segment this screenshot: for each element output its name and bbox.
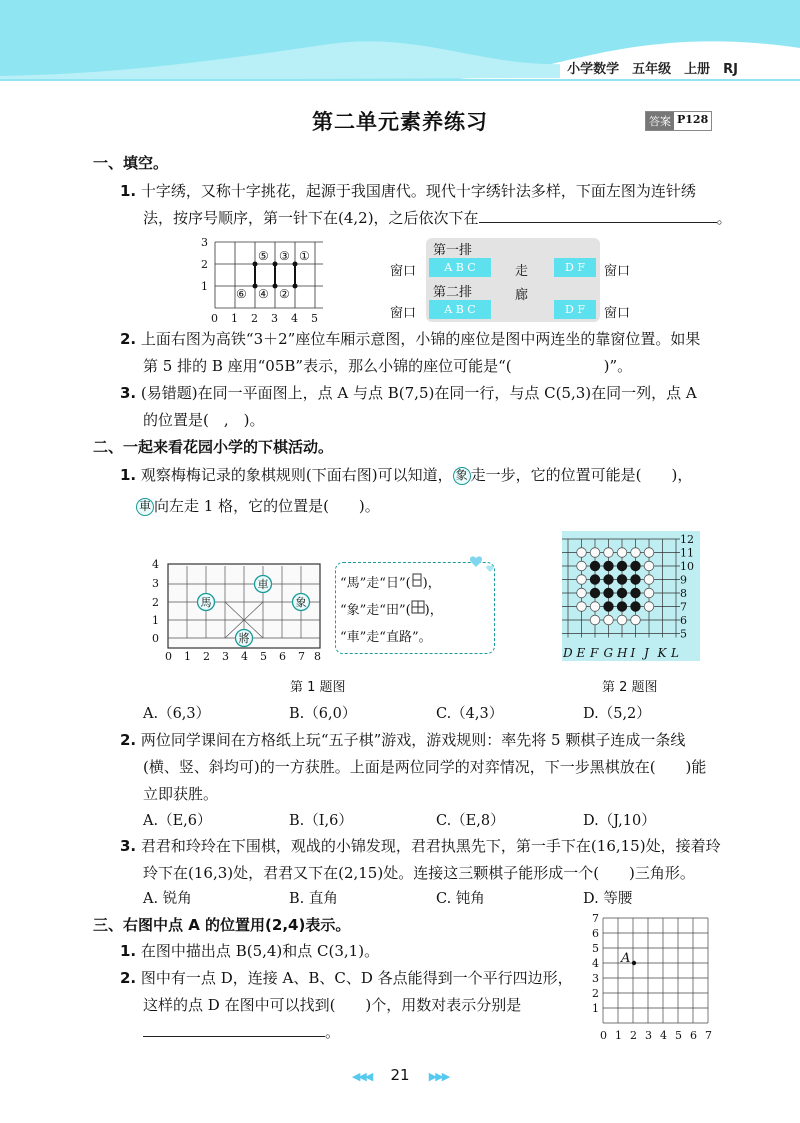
grid-xtick: 7 <box>705 1029 712 1042</box>
rule-close: )， <box>422 576 441 591</box>
go-ytick: 10 <box>680 560 694 573</box>
option-c[interactable]: C. 钝角 <box>436 891 485 907</box>
chess-ytick: 4 <box>152 558 159 571</box>
white-stone <box>577 575 587 585</box>
go-xtick: I <box>630 646 636 660</box>
s2-q3-line2: 玲下在(16,3)处，君君又下在(2,15)处。连接这三颗棋子能形成一个( )三角形。 <box>143 864 695 882</box>
tian-shape-icon <box>411 600 425 614</box>
go-ytick: 11 <box>680 546 694 560</box>
grid-xtick: 3 <box>645 1029 652 1042</box>
black-stone <box>630 601 640 611</box>
s3-q2-line2: 这样的点 D 在图中可以找到( )个，用数对表示分别是 <box>143 996 522 1014</box>
chess-xtick: 6 <box>279 650 286 663</box>
white-stone <box>604 615 614 625</box>
black-stone <box>603 588 613 598</box>
stitch-xtick: 1 <box>231 312 238 325</box>
next-arrows-icon: ▶▶▶ <box>428 1070 449 1083</box>
white-stone <box>577 602 587 612</box>
option-a[interactable]: A.（6,3） <box>143 706 211 722</box>
s3-q2-end: 。 <box>325 1023 341 1041</box>
grid-ytick: 3 <box>592 972 599 985</box>
s1-q1-text2: 法，按序号顺序，第一针下在(4,2)，之后依次下在 <box>143 209 479 227</box>
q-number: 2. <box>120 969 137 987</box>
seat-block-abc: A B C <box>429 300 491 319</box>
s2-q3-line1 <box>120 833 721 860</box>
option-c[interactable]: C.（E,8） <box>436 813 505 829</box>
seat-block-abc: A B C <box>429 258 491 277</box>
black-stone <box>617 574 627 584</box>
window-label: 窗口 <box>604 306 631 321</box>
go-xtick: J <box>644 646 649 660</box>
s1-q3-line2: 的位置是( , )。 <box>143 411 265 429</box>
white-stone <box>590 548 600 558</box>
s2-q2-text1: 两位同学课间在方格纸上玩“五子棋”游戏，游戏规则：率先将 5 颗棋子连成一条线 <box>140 731 686 749</box>
window-label: 窗口 <box>390 306 417 321</box>
grid-xtick: 0 <box>600 1029 607 1042</box>
stitch-mark: ④ <box>258 287 269 301</box>
option-d[interactable]: D. 等腰 <box>583 891 633 907</box>
s3-q2-line3 <box>143 1019 340 1046</box>
stitch-xtick: 3 <box>271 312 278 325</box>
page-footer <box>0 1066 800 1084</box>
option-a[interactable]: A.（E,6） <box>143 813 212 829</box>
go-xtick: D <box>563 646 573 660</box>
s2-q2-line2: (横、竖、斜均可)的一方获胜。上面是两位同学的对弈情况，下一步黑棋放在( )能 <box>143 758 707 776</box>
aisle-label: 走 <box>515 264 529 279</box>
chess-xtick: 7 <box>298 650 305 663</box>
black-stone <box>603 574 613 584</box>
stitch-ytick: 3 <box>201 236 208 249</box>
s1-q3-line1 <box>120 380 697 407</box>
stitch-xtick: 0 <box>211 312 218 325</box>
chess-ytick: 2 <box>152 596 159 609</box>
white-stone <box>644 561 654 571</box>
stitch-mark: ② <box>279 287 290 301</box>
go-ytick: 6 <box>680 614 687 627</box>
s1-q2-end: )”。 <box>603 357 633 375</box>
chess-xtick: 5 <box>260 650 267 663</box>
s2-q2-line3: 立即获胜。 <box>143 785 219 803</box>
black-stone <box>590 561 600 571</box>
heart-decoration-icon <box>468 554 498 580</box>
s2-q1-line2 <box>136 493 380 520</box>
stitch-xtick: 5 <box>311 312 318 325</box>
go-xtick: L <box>671 646 679 660</box>
s3-q2-text1: 图中有一点 D，连接 A、B、C、D 各点能得到一个平行四边形， <box>140 969 573 987</box>
rule-ma <box>340 570 443 597</box>
point-a-label: A <box>621 951 631 966</box>
black-stone <box>630 588 640 598</box>
coordinate-grid-figure <box>588 913 718 1045</box>
go-xtick: H <box>617 646 628 660</box>
s2-q2-line1 <box>120 727 685 754</box>
white-stone <box>644 575 654 585</box>
q-number: 1. <box>120 466 137 484</box>
q-number: 1. <box>120 182 137 200</box>
che-piece-icon: 車 <box>136 498 154 516</box>
chess-rules-text <box>340 570 443 651</box>
option-b[interactable]: B.（6,0） <box>289 706 357 722</box>
grid-xtick: 1 <box>615 1029 622 1042</box>
s1-q1-end: 。 <box>716 209 732 227</box>
chess-xtick: 2 <box>203 650 210 663</box>
s1-q2-line1 <box>120 326 700 353</box>
black-stone <box>630 574 640 584</box>
white-stone <box>644 548 654 558</box>
stitch-xtick: 2 <box>251 312 258 325</box>
go-xtick: K <box>657 646 667 660</box>
s2-q3-text1: 君君和玲玲在下围棋，观战的小锦发现，君君执黑先下，第一手下在(16,15)处，接着玲 <box>140 837 721 855</box>
s1-q1-text1: 十字绣，又称十字挑花，起源于我国唐代。现代十字绣针法多样，下面左图为连针绣 <box>140 182 696 200</box>
grid-xtick: 5 <box>675 1029 682 1042</box>
option-d[interactable]: D.（J,10） <box>583 813 656 829</box>
fig1-caption: 第 1 题图 <box>290 680 346 695</box>
grid-xtick: 2 <box>630 1029 637 1042</box>
section2-heading: 二、一起来看花园小学的下棋活动。 <box>93 438 334 456</box>
gomoku-board-figure <box>562 531 700 661</box>
rule-xiang-text: “象”走“田”( <box>340 603 411 618</box>
go-xtick: F <box>590 646 599 660</box>
section1-heading: 一、填空。 <box>93 154 169 172</box>
chess-piece-ma: 馬 <box>200 596 212 609</box>
option-b[interactable]: B. 直角 <box>289 891 338 907</box>
grid-xtick: 4 <box>660 1029 667 1042</box>
chess-board-figure <box>148 556 328 664</box>
chess-ytick: 0 <box>152 632 159 645</box>
fig2-caption: 第 2 题图 <box>602 680 658 695</box>
s1-q1-line2 <box>143 205 732 232</box>
stitch-ytick: 1 <box>201 280 208 293</box>
black-stone <box>590 588 600 598</box>
s1-q2-text1: 上面右图为高铁“3＋2”座位车厢示意图，小锦的座位是图中两连坐的靠窗位置。如果 <box>140 330 701 348</box>
answer-page: P128 <box>677 113 709 126</box>
chess-ytick: 3 <box>152 577 159 590</box>
answer-blank[interactable] <box>479 209 717 223</box>
s1-q2-line2 <box>143 353 632 380</box>
answer-label: 答案 <box>646 112 674 130</box>
rule-close: )， <box>424 603 443 618</box>
page-number: 21 <box>390 1066 410 1084</box>
s2-q1-text2: 走一步，它的位置可能是( )， <box>470 466 693 484</box>
book-series-label: 小学数学 五年级 上册 RJ <box>567 62 738 77</box>
black-stone <box>617 588 627 598</box>
grid-ytick: 7 <box>592 913 599 925</box>
chess-ytick: 1 <box>152 614 159 627</box>
chess-xtick: 4 <box>241 650 248 663</box>
stitch-mark: ⑤ <box>258 249 269 263</box>
white-stone <box>617 548 627 558</box>
go-ytick: 8 <box>680 587 687 600</box>
xiang-piece-icon: 象 <box>453 467 471 485</box>
white-stone <box>631 615 641 625</box>
white-stone <box>590 602 600 612</box>
row1-label: 第一排 <box>433 243 473 258</box>
section3-heading: 三、右图中点 A 的位置用(2,4)表示。 <box>93 916 351 934</box>
answer-blank[interactable] <box>143 1023 325 1037</box>
rule-ma-text: “馬”走“日”( <box>340 576 411 591</box>
q-number: 2. <box>120 330 137 348</box>
s3-q2-line1 <box>120 965 573 992</box>
point-a-marker <box>632 961 636 965</box>
grid-ytick: 6 <box>592 927 599 940</box>
stitch-mark: ⑥ <box>236 287 247 301</box>
white-stone <box>577 548 587 558</box>
go-xtick: E <box>576 646 586 660</box>
black-stone <box>603 601 613 611</box>
header-wave-band <box>0 0 800 95</box>
s2-q1-line1 <box>120 462 692 489</box>
white-stone <box>590 615 600 625</box>
white-stone <box>644 588 654 598</box>
chess-xtick: 0 <box>165 650 172 663</box>
black-stone <box>630 561 640 571</box>
stitch-grid-figure <box>195 234 330 326</box>
answer-page-tag <box>645 111 712 131</box>
white-stone <box>577 588 587 598</box>
option-c[interactable]: C.（4,3） <box>436 706 504 722</box>
go-ytick: 12 <box>680 533 694 546</box>
go-ytick: 5 <box>680 627 687 641</box>
q-number: 2. <box>120 731 137 749</box>
stitch-mark: ③ <box>279 249 290 263</box>
black-stone <box>590 574 600 584</box>
black-stone <box>603 561 613 571</box>
seat-block-df: D F <box>554 300 596 319</box>
window-label: 窗口 <box>604 264 631 279</box>
s1-q1-line1 <box>120 178 696 205</box>
white-stone <box>617 615 627 625</box>
white-stone <box>577 561 587 571</box>
chess-piece-xiang: 象 <box>295 596 307 609</box>
s2-q1-text1: 观察梅梅记录的象棋规则(下面右图)可以知道， <box>140 466 453 484</box>
stitch-ytick: 2 <box>201 258 208 271</box>
ri-shape-icon <box>411 573 423 587</box>
q-number: 1. <box>120 942 137 960</box>
page-title: 第二单元素养练习 <box>312 110 488 134</box>
aisle-label: 廊 <box>515 288 529 303</box>
white-stone <box>604 548 614 558</box>
q-number: 3. <box>120 837 137 855</box>
s1-q3-text1: (易错题)在同一平面图上，点 A 与点 B(7,5)在同一行，与点 C(5,3)在同一列，点 A <box>140 384 697 402</box>
stitch-mark: ① <box>299 249 310 263</box>
option-d[interactable]: D.（5,2） <box>583 706 651 722</box>
chess-xtick: 8 <box>314 650 321 663</box>
white-stone <box>644 602 654 612</box>
s1-q2-text2: 第 5 排的 B 座用“05B”表示，那么小锦的座位可能是“( <box>143 357 512 375</box>
chess-piece-che: 車 <box>257 578 269 591</box>
go-ytick: 7 <box>680 600 687 614</box>
chess-piece-jiang: 將 <box>238 632 250 645</box>
grid-ytick: 4 <box>592 957 599 970</box>
window-label: 窗口 <box>390 264 417 279</box>
go-ytick: 9 <box>680 573 687 587</box>
black-stone <box>617 601 627 611</box>
grid-xtick: 6 <box>690 1029 697 1042</box>
seat-block-df: D F <box>554 258 596 277</box>
row2-label: 第二排 <box>433 285 473 300</box>
grid-ytick: 1 <box>592 1002 599 1015</box>
chess-xtick: 3 <box>222 650 229 663</box>
white-stone <box>631 548 641 558</box>
s3-q1-line <box>120 938 379 965</box>
chess-xtick: 1 <box>184 650 191 663</box>
s2-q1-text3: 向左走 1 格，它的位置是( )。 <box>154 497 380 515</box>
q-number: 3. <box>120 384 137 402</box>
black-stone <box>617 561 627 571</box>
go-xtick: G <box>603 646 614 660</box>
stitch-xtick: 4 <box>291 312 298 325</box>
option-b[interactable]: B.（I,6） <box>289 813 353 829</box>
option-a[interactable]: A. 锐角 <box>143 891 192 907</box>
rule-che: “車”走“直路”。 <box>340 630 432 645</box>
grid-ytick: 5 <box>592 942 599 955</box>
grid-ytick: 2 <box>592 987 599 1000</box>
rule-xiang <box>340 597 443 624</box>
s3-q1-text: 在图中描出点 B(5,4)和点 C(3,1)。 <box>140 942 380 960</box>
prev-arrows-icon: ◀◀◀ <box>351 1070 372 1083</box>
